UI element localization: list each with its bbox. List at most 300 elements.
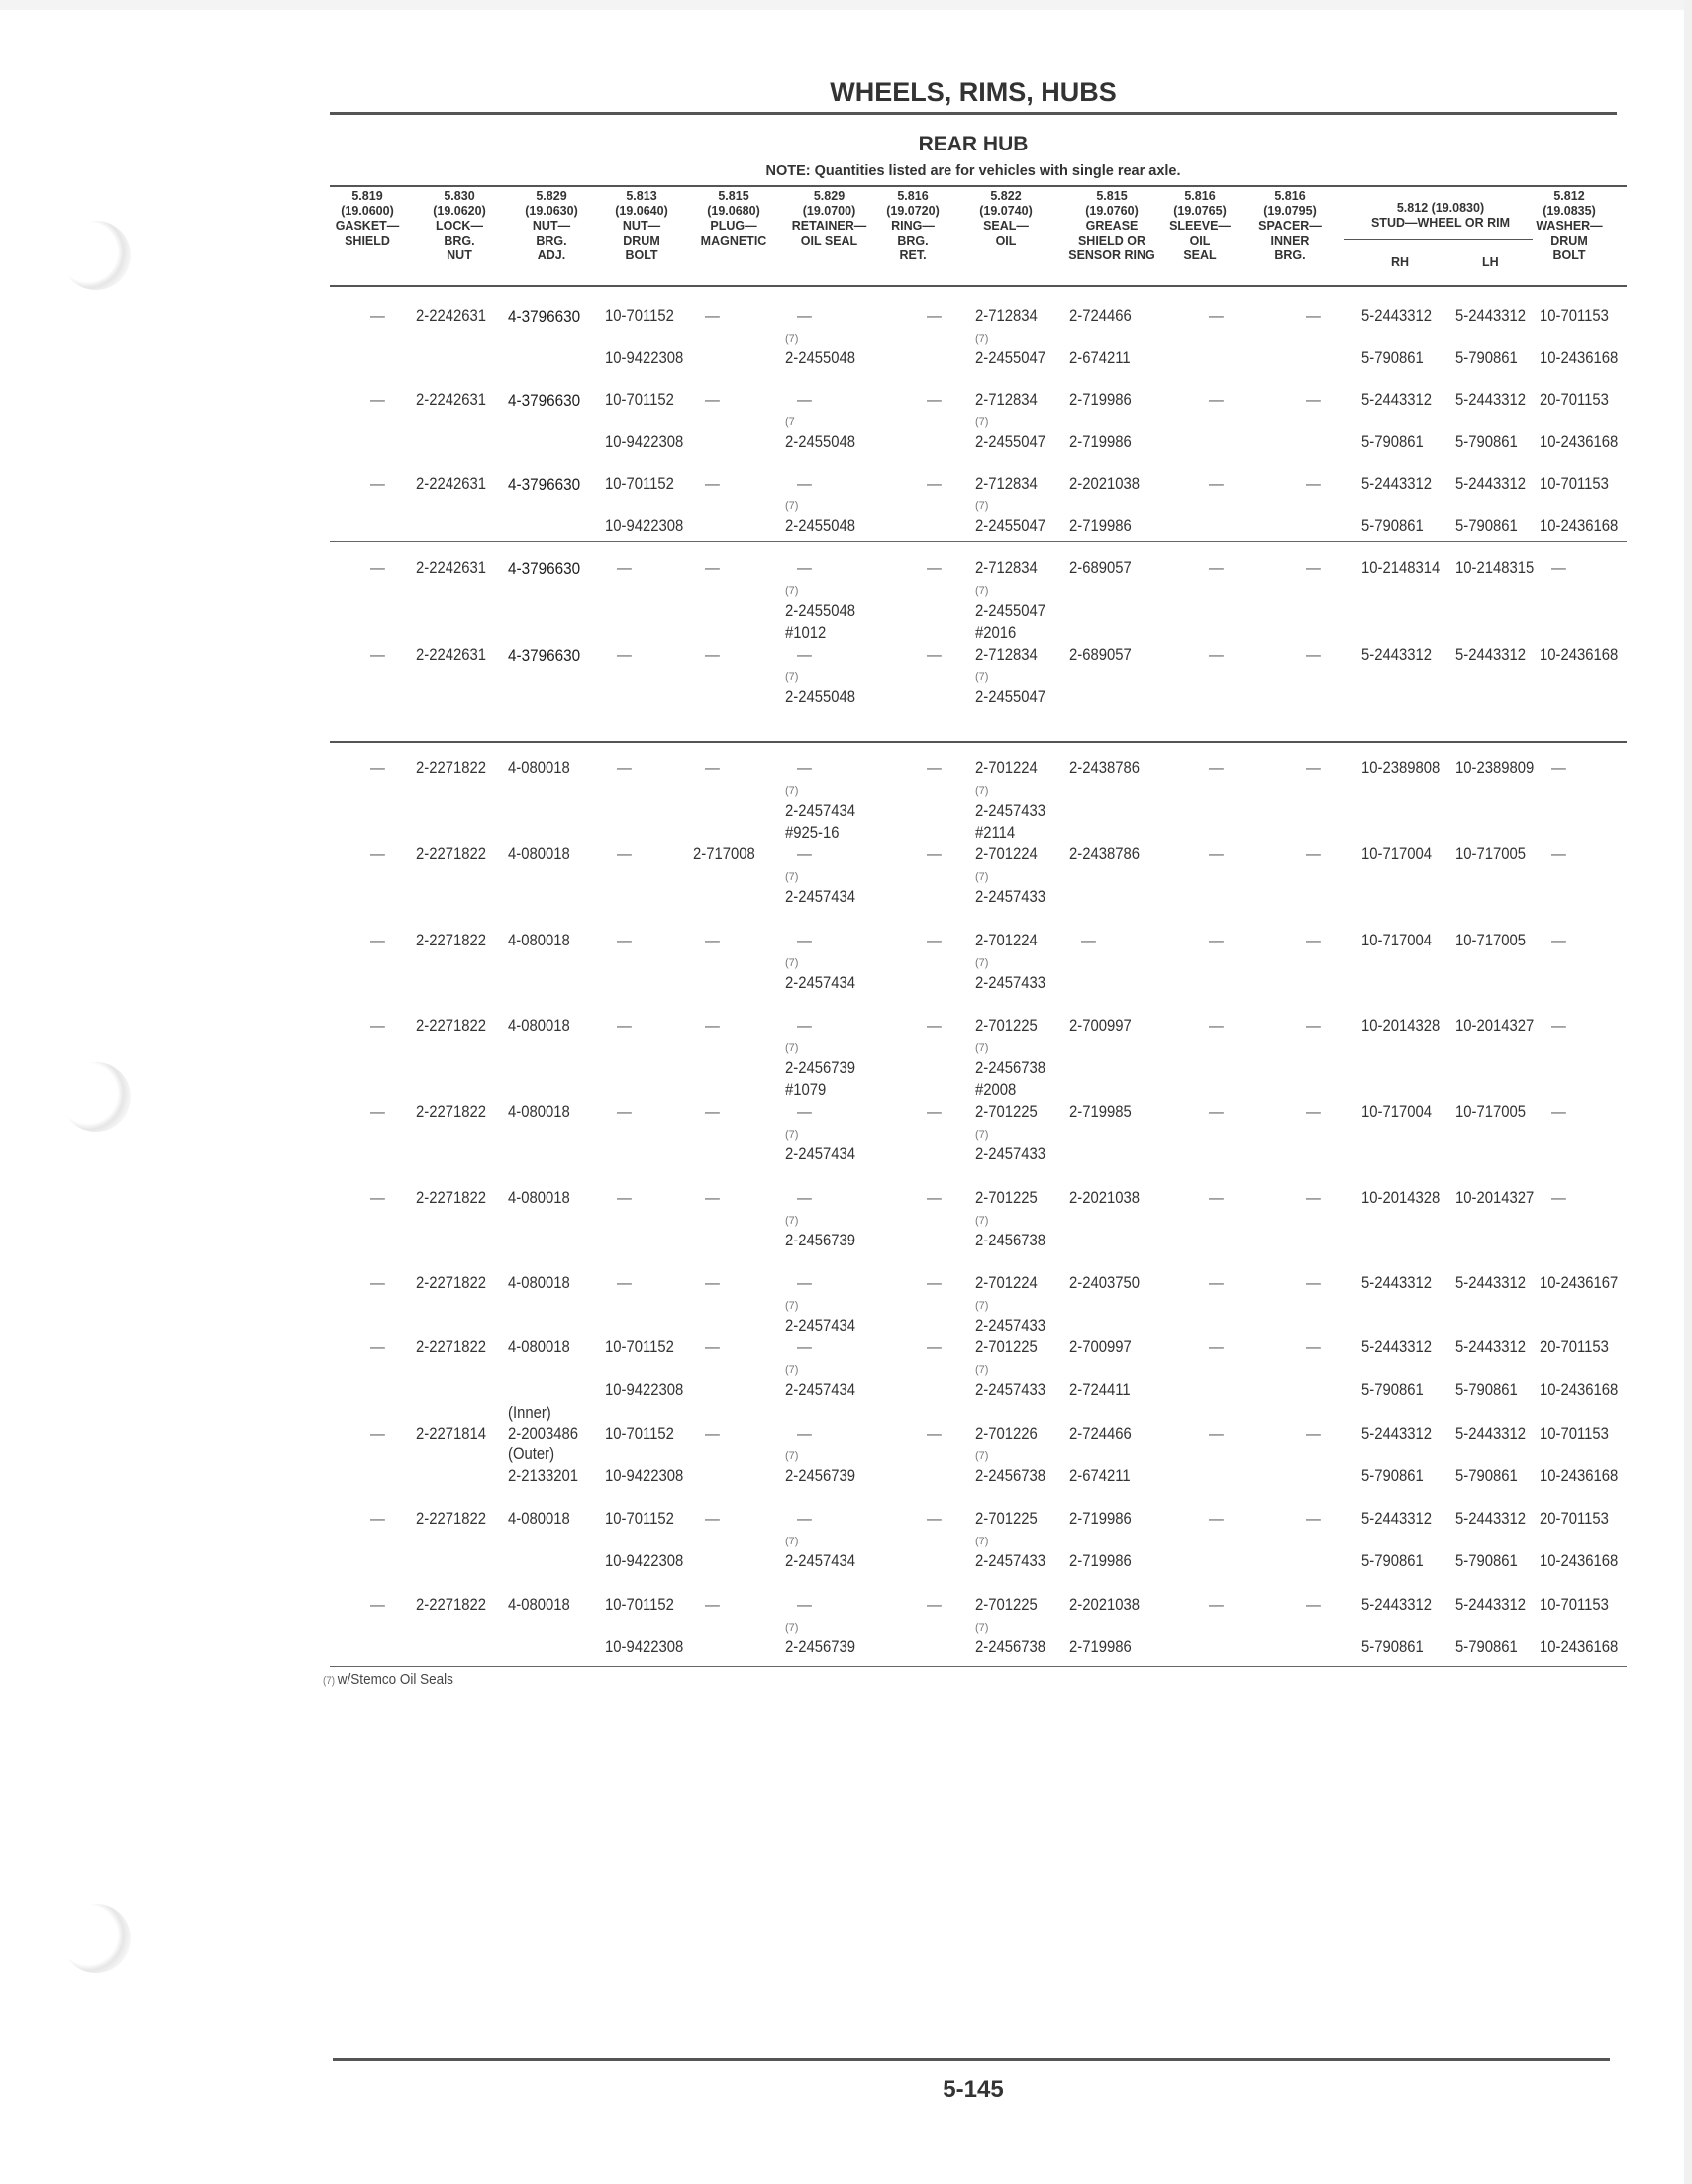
table-cell: 2-712834 — [975, 646, 1038, 664]
table-cell: — — [797, 1425, 812, 1442]
table-cell: 2-719986 — [1069, 517, 1132, 535]
table-cell: — — [705, 932, 720, 949]
table-cell: 2-2455048 — [785, 433, 856, 450]
column-header-line: WASHER— — [1536, 219, 1603, 233]
table-cell: 10-2436168 — [1540, 517, 1619, 535]
table-cell: — — [370, 391, 385, 409]
column-header — [787, 189, 871, 248]
table-cell: 2-2456738 — [975, 1467, 1046, 1485]
footnote-ref-mark: (7) — [975, 333, 989, 345]
table-cell: — — [927, 1189, 942, 1207]
table-cell: — — [617, 932, 632, 949]
column-header-line: (19.0620) — [433, 204, 486, 218]
footnote-ref-mark: (7) — [785, 1622, 799, 1634]
table-cell: 5-790861 — [1361, 1552, 1424, 1570]
table-cell: — — [1209, 1103, 1224, 1121]
table-cell: 10-717004 — [1361, 845, 1433, 863]
table-cell: 4-080018 — [508, 1103, 570, 1121]
table-cell: — — [1209, 391, 1224, 409]
table-cell: 5-2443312 — [1361, 1339, 1433, 1356]
table-cell: 2-2457434 — [785, 1317, 856, 1335]
column-header-line: MAGNETIC — [700, 234, 767, 248]
table-cell: 4-080018 — [508, 932, 570, 949]
table-cell: — — [1209, 1274, 1224, 1292]
table-cell: 5-2443312 — [1455, 391, 1527, 409]
table-cell: — — [370, 307, 385, 325]
table-cell: — — [1306, 1274, 1321, 1292]
table-cell: 5-2443312 — [1455, 646, 1527, 664]
table-cell: — — [705, 1425, 720, 1442]
table-cell: — — [927, 559, 942, 577]
table-cell: 4-080018 — [508, 1596, 570, 1614]
table-cell: 10-701152 — [605, 1510, 674, 1528]
table-cell: 2-701224 — [975, 1274, 1038, 1292]
table-cell: — — [705, 1339, 720, 1356]
table-cell: 10-2436168 — [1540, 349, 1619, 367]
stud-lh-label: LH — [1482, 255, 1499, 269]
table-cell: 2-719986 — [1069, 1552, 1132, 1570]
page-title: WHEELS, RIMS, HUBS — [830, 77, 1117, 107]
footnote-ref-mark: (7 — [785, 416, 795, 428]
column-header-line: SPACER— — [1258, 219, 1322, 233]
table-cell: — — [797, 759, 812, 777]
table-cell: 2-2271822 — [416, 1017, 487, 1035]
column-header-line: 5.819 — [351, 189, 383, 203]
binder-hole-middle — [61, 1062, 131, 1132]
table-cell: — — [1209, 1339, 1224, 1356]
table-cell: — — [705, 646, 720, 664]
table-cell: 2-717008 — [693, 845, 755, 863]
table-cell: — — [1306, 1017, 1321, 1035]
table-cell: — — [797, 1103, 812, 1121]
table-cell: — — [1306, 646, 1321, 664]
table-cell: 10-2014327 — [1455, 1189, 1535, 1207]
table-cell: — — [1209, 475, 1224, 493]
header-top-rule — [330, 185, 1627, 187]
table-cell: #925-16 — [785, 824, 840, 842]
footnote-ref-mark: (7) — [785, 1300, 799, 1312]
column-header-line: RET. — [899, 248, 927, 262]
table-cell: — — [1306, 559, 1321, 577]
table-cell: — — [927, 1274, 942, 1292]
table-cell: 10-9422308 — [605, 1638, 684, 1656]
table-cell: — — [617, 646, 632, 664]
column-header — [970, 189, 1042, 248]
column-header-line: BRG. — [536, 234, 567, 248]
table-cell: 5-790861 — [1361, 1381, 1424, 1399]
table-cell: — — [797, 1339, 812, 1356]
column-header — [1165, 189, 1235, 263]
column-header-line: PLUG— — [710, 219, 757, 233]
table-cell: 5-790861 — [1361, 433, 1424, 450]
table-cell: — — [370, 845, 385, 863]
column-header-line: RETAINER— — [791, 219, 867, 233]
table-cell: — — [797, 1274, 812, 1292]
table-cell: 2-724411 — [1069, 1381, 1131, 1399]
table-cell: 2-701225 — [975, 1017, 1038, 1035]
table-cell: 2-712834 — [975, 559, 1038, 577]
table-cell: 2-712834 — [975, 307, 1038, 325]
column-header — [424, 189, 495, 263]
table-cell: 10-9422308 — [605, 517, 684, 535]
binder-hole-top — [61, 221, 131, 290]
table-cell: 5-2443312 — [1361, 1274, 1433, 1292]
table-cell: 20-701153 — [1540, 1339, 1609, 1356]
table-cell: 2-2457434 — [785, 1552, 856, 1570]
table-cell: 10-701153 — [1540, 475, 1609, 493]
table-cell: — — [370, 646, 385, 664]
table-cell: — — [370, 1425, 385, 1442]
column-header-line: BOLT — [1552, 248, 1586, 262]
table-cell: — — [1209, 759, 1224, 777]
footnote-ref-mark: (7) — [785, 1042, 799, 1054]
table-cell: 10-9422308 — [605, 349, 684, 367]
table-cell: 2-2457433 — [975, 1317, 1046, 1335]
table-cell: — — [705, 1596, 720, 1614]
table-cell: #2016 — [975, 624, 1017, 642]
footnote-ref-mark: (7) — [785, 500, 799, 512]
column-header — [1530, 189, 1609, 263]
table-cell: — — [927, 646, 942, 664]
table-cell: 10-701153 — [1540, 1425, 1609, 1442]
table-cell: — — [1306, 1189, 1321, 1207]
table-cell: 5-2443312 — [1361, 1510, 1433, 1528]
column-header-line: LOCK— — [436, 219, 483, 233]
table-cell: — — [1209, 932, 1224, 949]
footnote-ref-mark: (7) — [785, 671, 799, 683]
table-cell: 2-2457433 — [975, 1552, 1046, 1570]
table-cell: 2-2003486 — [508, 1425, 579, 1442]
table-cell: 2-700997 — [1069, 1017, 1132, 1035]
column-header-line: SEAL— — [983, 219, 1029, 233]
column-header-line: SENSOR RING — [1068, 248, 1155, 262]
column-header-line: BRG. — [444, 234, 475, 248]
table-cell: — — [1306, 1103, 1321, 1121]
table-cell: 2-689057 — [1069, 559, 1132, 577]
stud-header-code: 5.812 (19.0830) — [1396, 201, 1485, 215]
table-cell: 2-701225 — [975, 1339, 1038, 1356]
table-cell: 2-2242631 — [416, 475, 487, 493]
table-cell: — — [705, 1510, 720, 1528]
table-cell: 2-2455047 — [975, 602, 1046, 620]
column-header-line: (19.0760) — [1085, 204, 1139, 218]
column-header-line: OIL SEAL — [800, 234, 858, 248]
table-cell: 5-2443312 — [1455, 1510, 1527, 1528]
table-cell: 10-2014327 — [1455, 1017, 1535, 1035]
table-cell: 10-2014328 — [1361, 1189, 1441, 1207]
table-cell: 5-2443312 — [1455, 1596, 1527, 1614]
column-header-line: 5.829 — [536, 189, 567, 203]
column-header-line: RING— — [891, 219, 935, 233]
table-cell: 4-080018 — [508, 1189, 570, 1207]
column-header-line: (19.0835) — [1543, 204, 1596, 218]
table-cell: 5-2443312 — [1361, 1425, 1433, 1442]
table-cell: — — [1306, 845, 1321, 863]
table-cell: — — [1306, 391, 1321, 409]
table-cell: 2-700997 — [1069, 1339, 1132, 1356]
table-cell: 2-724466 — [1069, 307, 1132, 325]
table-cell: 10-9422308 — [605, 1467, 684, 1485]
table-cell: 2-2271822 — [416, 932, 487, 949]
table-cell: — — [1551, 1017, 1566, 1035]
table-cell: 5-790861 — [1455, 349, 1518, 367]
column-header-line: 5.830 — [444, 189, 475, 203]
table-cell: 2-2457434 — [785, 974, 856, 992]
table-cell: 5-2443312 — [1361, 475, 1433, 493]
table-cell: 10-9422308 — [605, 1381, 684, 1399]
table-cell: 2-2457434 — [785, 1145, 856, 1163]
table-cell: 5-2443312 — [1361, 646, 1433, 664]
table-cell: 4-080018 — [508, 759, 570, 777]
stud-header-rule — [1344, 239, 1533, 240]
table-cell: — — [1306, 1339, 1321, 1356]
table-cell: 5-2443312 — [1361, 391, 1433, 409]
footnote-ref-mark: (7) — [975, 1215, 989, 1227]
column-header-line: 5.829 — [813, 189, 846, 203]
table-cell: — — [797, 1189, 812, 1207]
table-cell: — — [370, 932, 385, 949]
column-header-line: 5.815 — [718, 189, 749, 203]
table-cell: — — [370, 1189, 385, 1207]
table-cell: — — [705, 559, 720, 577]
title-rule — [330, 112, 1617, 115]
column-header — [1062, 189, 1161, 263]
table-cell: — — [1209, 845, 1224, 863]
footnote-ref-mark: (7) — [975, 1450, 989, 1462]
table-cell: 2-701225 — [975, 1510, 1038, 1528]
table-cell: 10-717004 — [1361, 1103, 1433, 1121]
table-cell: 4-3796630 — [508, 646, 581, 665]
table-cell: (Outer) — [508, 1445, 555, 1463]
footnote-ref-mark: (7) — [975, 957, 989, 969]
footnote-ref-mark: (7) — [785, 1215, 799, 1227]
table-cell: — — [1551, 932, 1566, 949]
table-cell: — — [797, 1017, 812, 1035]
table-cell: 2-2438786 — [1069, 845, 1141, 863]
table-cell: 2-719986 — [1069, 433, 1132, 450]
table-cell: — — [927, 307, 942, 325]
column-header-line: (19.0740) — [979, 204, 1033, 218]
column-header-line: OIL — [995, 234, 1017, 248]
table-cell: 10-701152 — [605, 307, 674, 325]
table-cell: 5-790861 — [1361, 517, 1424, 535]
table-cell: 10-717005 — [1455, 845, 1527, 863]
table-cell: — — [797, 1510, 812, 1528]
table-cell: — — [705, 1017, 720, 1035]
table-cell: 2-2457433 — [975, 1145, 1046, 1163]
table-cell: — — [705, 1274, 720, 1292]
table-cell: — — [370, 1596, 385, 1614]
table-cell: — — [1306, 1510, 1321, 1528]
table-cell: 2-712834 — [975, 475, 1038, 493]
table-cell: — — [1306, 1596, 1321, 1614]
table-cell: 2-719986 — [1069, 391, 1132, 409]
table-cell: — — [927, 1017, 942, 1035]
column-header-line: (19.0600) — [341, 204, 394, 218]
table-cell: — — [927, 759, 942, 777]
table-cell: — — [370, 1103, 385, 1121]
table-cell: — — [617, 1274, 632, 1292]
table-cell: 10-701152 — [605, 1596, 674, 1614]
table-cell: 2-2271822 — [416, 1274, 487, 1292]
table-cell: 2-2457434 — [785, 802, 856, 820]
table-cell: 2-2456739 — [785, 1232, 856, 1249]
table-cell: 10-2148314 — [1361, 559, 1441, 577]
table-cell: — — [1209, 1596, 1224, 1614]
table-cell: #2114 — [975, 824, 1016, 842]
table-cell: 2-2133201 — [508, 1467, 579, 1485]
column-header-line: BRG. — [1274, 248, 1306, 262]
table-cell: 10-701153 — [1540, 1596, 1609, 1614]
group-separator — [1344, 541, 1627, 542]
table-cell: 10-2389809 — [1455, 759, 1535, 777]
column-header-line: GREASE — [1085, 219, 1139, 233]
table-cell: — — [705, 475, 720, 493]
footnote-ref-mark: (7) — [785, 1129, 799, 1141]
table-cell: 2-701225 — [975, 1189, 1038, 1207]
table-cell: — — [1551, 559, 1566, 577]
table-cell: 2-2242631 — [416, 646, 487, 664]
column-header-line: (19.0720) — [886, 204, 940, 218]
table-cell: 2-2021038 — [1069, 475, 1141, 493]
table-cell: 2-701224 — [975, 759, 1038, 777]
table-cell: 2-2242631 — [416, 307, 487, 325]
table-cell: 10-2436168 — [1540, 1467, 1619, 1485]
table-cell: 2-2271822 — [416, 1189, 487, 1207]
table-cell: — — [1209, 646, 1224, 664]
table-cell: 2-701226 — [975, 1425, 1038, 1442]
footnote-ref-mark: (7) — [975, 785, 989, 797]
table-cell: 5-2443312 — [1455, 1425, 1527, 1442]
footnote-ref-mark: (7) — [975, 1300, 989, 1312]
table-cell: — — [617, 1189, 632, 1207]
footnote-ref-mark: (7) — [785, 1536, 799, 1547]
table-cell: — — [797, 932, 812, 949]
table-cell: — — [1306, 759, 1321, 777]
table-cell: 10-717005 — [1455, 932, 1527, 949]
table-cell: 2-2021038 — [1069, 1596, 1141, 1614]
column-header-line: DRUM — [1550, 234, 1588, 248]
table-cell: 2-2455048 — [785, 688, 856, 706]
table-cell: 5-2443312 — [1455, 1339, 1527, 1356]
column-header-line: BRG. — [897, 234, 929, 248]
table-cell: 10-701152 — [605, 1425, 674, 1442]
table-cell: — — [797, 845, 812, 863]
stud-header — [1346, 201, 1535, 231]
column-header-line: (19.0700) — [802, 204, 856, 218]
column-header — [1255, 189, 1325, 263]
column-header-line: (19.0795) — [1263, 204, 1317, 218]
table-cell: — — [927, 1425, 942, 1442]
table-cell: 2-2456739 — [785, 1638, 856, 1656]
table-cell: 10-9422308 — [605, 1552, 684, 1570]
table-cell: — — [705, 307, 720, 325]
column-header — [606, 189, 677, 263]
table-cell: 2-2271822 — [416, 1103, 487, 1121]
table-cell: — — [1209, 1425, 1224, 1442]
table-cell: 5-2443312 — [1361, 307, 1433, 325]
footnote-ref-mark: (7) — [975, 671, 989, 683]
table-cell: 10-2436168 — [1540, 433, 1619, 450]
table-cell: 2-2457433 — [975, 888, 1046, 906]
table-cell: — — [1209, 1017, 1224, 1035]
table-cell: 4-3796630 — [508, 391, 581, 410]
footnote-ref-mark: (7) — [785, 333, 799, 345]
table-cell: — — [370, 475, 385, 493]
table-cell: 2-2455047 — [975, 517, 1046, 535]
table-cell: 5-2443312 — [1455, 307, 1527, 325]
table-cell: #1012 — [785, 624, 827, 642]
table-cell: — — [927, 1339, 942, 1356]
table-cell: (Inner) — [508, 1404, 551, 1422]
table-cell: 2-2242631 — [416, 559, 487, 577]
table-cell: 2-2455048 — [785, 602, 856, 620]
column-header-line: (19.0630) — [525, 204, 578, 218]
table-cell: 5-790861 — [1361, 1467, 1424, 1485]
table-cell: 5-790861 — [1455, 1381, 1518, 1399]
table-cell: — — [927, 845, 942, 863]
table-cell: — — [370, 1339, 385, 1356]
quantity-note: NOTE: Quantities listed are for vehicles with single rear axle. — [765, 163, 1181, 179]
footnote-ref-mark: (7) — [975, 500, 989, 512]
footnote-text: w/Stemco Oil Seals — [337, 1671, 453, 1688]
table-cell: — — [797, 391, 812, 409]
table-cell: 4-3796630 — [508, 475, 581, 494]
column-header-line: OIL — [1189, 234, 1211, 248]
header-bottom-rule — [330, 285, 1627, 287]
table-cell: 10-701153 — [1540, 307, 1609, 325]
table-cell: 2-724466 — [1069, 1425, 1132, 1442]
table-cell: 10-2436168 — [1540, 646, 1619, 664]
table-cell: — — [797, 559, 812, 577]
table-cell: — — [927, 1510, 942, 1528]
page-right-edge — [1684, 0, 1692, 2184]
table-cell: 2-2271822 — [416, 1339, 487, 1356]
table-cell: 10-701152 — [605, 1339, 674, 1356]
table-bottom-rule — [330, 1666, 1627, 1667]
column-header-line: 5.813 — [626, 189, 657, 203]
table-cell: 2-2438786 — [1069, 759, 1141, 777]
table-cell: 5-2443312 — [1455, 1274, 1527, 1292]
table-cell: — — [370, 1017, 385, 1035]
table-cell: 4-3796630 — [508, 559, 581, 578]
column-header-line: 5.816 — [1274, 189, 1306, 203]
column-header-line: NUT— — [532, 219, 571, 233]
table-cell: 5-790861 — [1455, 1638, 1518, 1656]
column-header-line: NUT — [447, 248, 472, 262]
table-cell: 2-2457433 — [975, 974, 1046, 992]
column-header — [698, 189, 769, 248]
table-cell: 2-2457434 — [785, 888, 856, 906]
table-cell: — — [370, 559, 385, 577]
table-cell: 2-2457434 — [785, 1381, 856, 1399]
table-cell: 2-2271814 — [416, 1425, 487, 1442]
footnote-ref-mark: (7) — [975, 1622, 989, 1634]
footnote-ref-mark: (7) — [975, 1042, 989, 1054]
group-separator — [330, 741, 1627, 743]
table-cell: — — [1209, 307, 1224, 325]
table-cell: 2-2271822 — [416, 845, 487, 863]
table-cell: 5-2443312 — [1361, 1596, 1433, 1614]
table-cell: #1079 — [785, 1081, 827, 1099]
table-cell: — — [1306, 307, 1321, 325]
footnote-mark: (7) — [323, 1675, 336, 1687]
table-cell: 10-2389808 — [1361, 759, 1441, 777]
table-cell: 4-080018 — [508, 1510, 570, 1528]
table-cell: 2-2456739 — [785, 1467, 856, 1485]
table-cell: 2-701225 — [975, 1103, 1038, 1121]
footnote-ref-mark: (7) — [975, 585, 989, 597]
